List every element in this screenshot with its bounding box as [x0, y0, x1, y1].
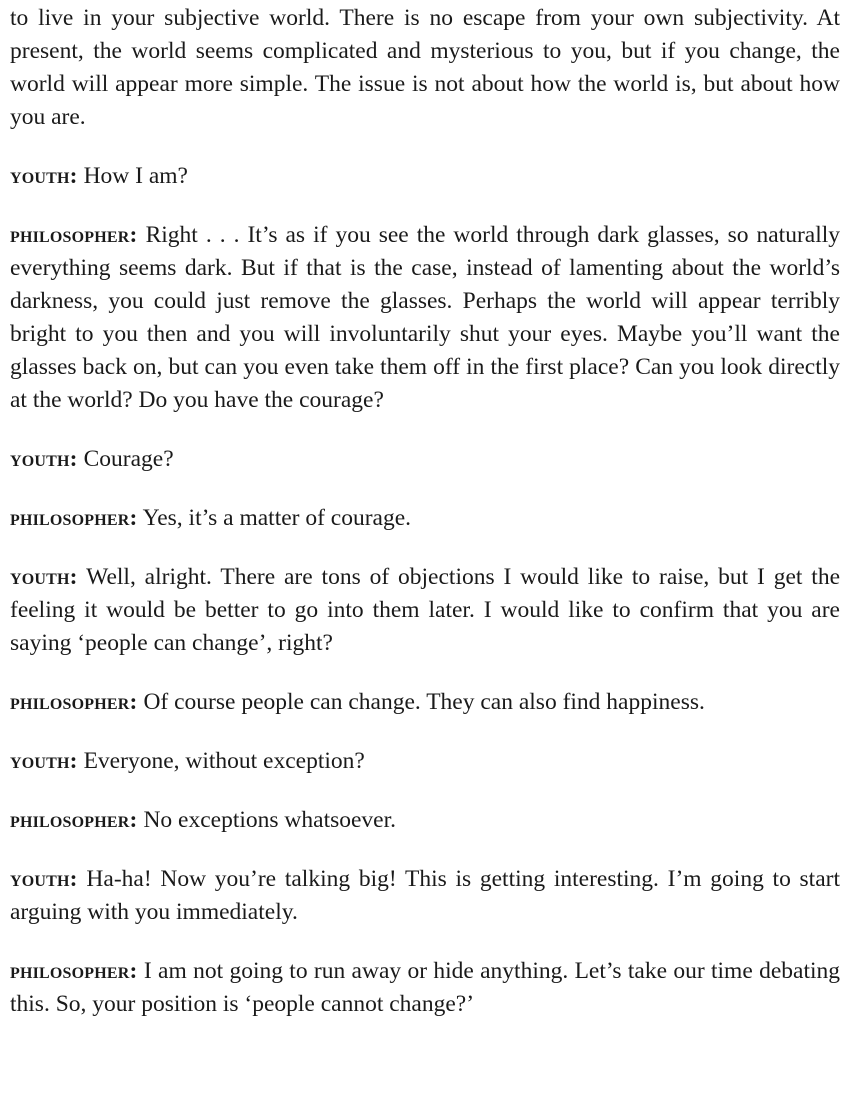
- dialogue-text: Well, alright. There are tons of objections I would like to raise, but I get the feeling it would be better to go into them later. I would like to confirm that you are saying ‘people can change’, right?: [10, 564, 840, 656]
- dialogue-paragraph: [10, 160, 840, 193]
- speaker-label: youth:: [10, 564, 78, 590]
- dialogue-text: How I am?: [83, 163, 188, 189]
- speaker-label: philosopher:: [10, 807, 138, 833]
- dialogue-paragraph: [10, 443, 840, 476]
- dialogue-paragraph: [10, 863, 840, 929]
- speaker-label: youth:: [10, 163, 78, 189]
- paragraph-continuation: [10, 2, 840, 134]
- dialogue-paragraph: [10, 804, 840, 837]
- speaker-label: philosopher:: [10, 505, 138, 531]
- dialogue-paragraph: [10, 219, 840, 417]
- paragraph-text: to live in your subjective world. There is no escape from your own subjectivity. At present, the world seems complicated and mysterious to you, but if you change, the world will appear more simple. The issue is not about how the world is, but about how you are.: [10, 5, 840, 130]
- dialogue-text: Yes, it’s a matter of courage.: [142, 505, 412, 531]
- dialogue-text: Courage?: [83, 446, 174, 472]
- dialogue-paragraph: [10, 745, 840, 778]
- dialogue-text: Right . . . It’s as if you see the world through dark glasses, so naturally everything seems dark. But if that is the case, instead of lamenting about the world’s darkness, you could just remove the glasses. Perhaps the world will appear terribly bright to you then and you will involuntarily shut your eyes. Maybe you’ll want the glasses back on, but can you even take them off in the first place? Can you look directly at the world? Do you have the courage?: [10, 222, 841, 413]
- dialogue-text: Of course people can change. They can also find happiness.: [143, 689, 705, 715]
- dialogue-paragraph: [10, 686, 840, 719]
- speaker-label: philosopher:: [10, 222, 138, 248]
- speaker-label: philosopher:: [10, 689, 138, 715]
- dialogue-text: No exceptions whatsoever.: [143, 807, 397, 833]
- document-page: [10, 2, 840, 1047]
- dialogue-paragraph: [10, 955, 840, 1021]
- dialogue-text: Everyone, without exception?: [83, 748, 365, 774]
- speaker-label: youth:: [10, 866, 78, 892]
- dialogue-text: I am not going to run away or hide anything. Let’s take our time debating this. So, your position is ‘people cannot change?’: [10, 958, 840, 1017]
- dialogue-paragraph: [10, 502, 840, 535]
- dialogue-paragraph: [10, 561, 840, 660]
- dialogue-text: Ha-ha! Now you’re talking big! This is getting interesting. I’m going to start arguing with you immediately.: [10, 866, 840, 925]
- speaker-label: philosopher:: [10, 958, 138, 984]
- speaker-label: youth:: [10, 748, 78, 774]
- speaker-label: youth:: [10, 446, 78, 472]
